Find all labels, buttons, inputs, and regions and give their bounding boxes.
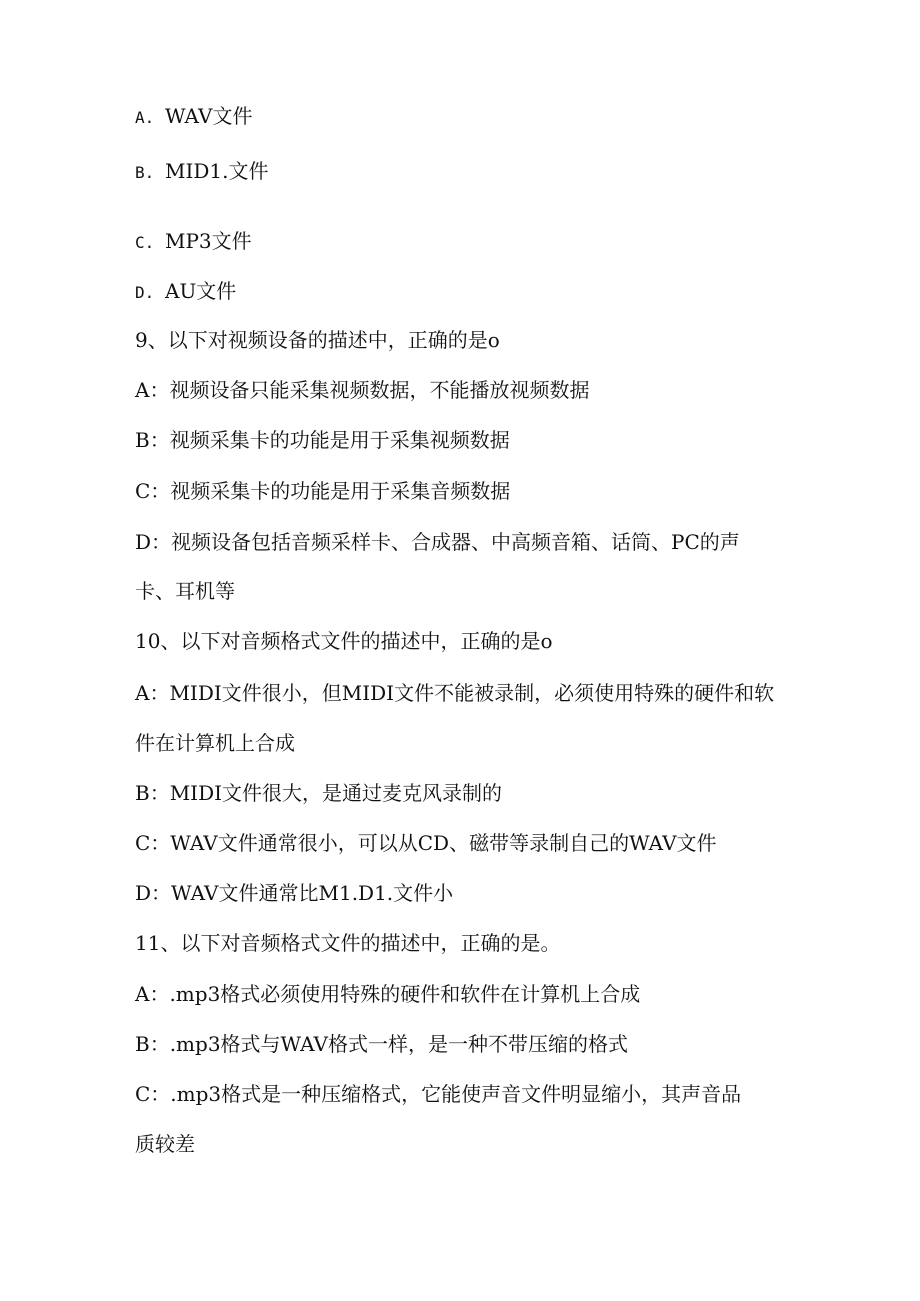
question-9-stem: 9、以下对视频设备的描述中，正确的是o xyxy=(135,328,500,352)
option-letter: B. xyxy=(135,163,155,182)
question-10-option-d: D：WAV文件通常比M1.D1.文件小 xyxy=(135,881,454,905)
question-10-option-a-continued: 件在计算机上合成 xyxy=(135,731,295,755)
option-letter: A. xyxy=(135,108,155,127)
question-11-option-b: B：.mp3格式与WAV格式一样，是一种不带压缩的格式 xyxy=(135,1032,628,1056)
question-10-option-b: B：MIDI文件很大，是通过麦克风录制的 xyxy=(135,781,503,805)
prev-option-a xyxy=(135,104,252,130)
question-11-stem: 11、以下对音频格式文件的描述中，正确的是。 xyxy=(135,931,561,955)
prev-option-b xyxy=(135,159,269,185)
prev-option-c xyxy=(135,229,252,255)
question-11-option-c: C：.mp3格式是一种压缩格式，它能使声音文件明显缩小，其声音品 xyxy=(135,1082,742,1106)
option-letter: C. xyxy=(135,233,155,252)
question-9-option-c: C：视频采集卡的功能是用于采集音频数据 xyxy=(135,479,511,503)
option-text: MID1.文件 xyxy=(165,159,269,183)
prev-option-d xyxy=(135,279,236,305)
question-11-option-c-continued: 质较差 xyxy=(135,1132,195,1156)
question-11-option-a: A：.mp3格式必须使用特殊的硬件和软件在计算机上合成 xyxy=(135,982,641,1006)
question-9-option-d-continued: 卡、耳机等 xyxy=(135,579,235,603)
option-text: MP3文件 xyxy=(165,229,252,253)
question-9-option-d: D：视频设备包括音频采样卡、合成器、中高频音箱、话筒、PC的声 xyxy=(135,530,740,554)
option-text: AU文件 xyxy=(165,279,237,303)
question-10-option-a: A：MIDI文件很小，但MIDI文件不能被录制，必须使用特殊的硬件和软 xyxy=(135,681,775,705)
option-text: WAV文件 xyxy=(165,104,253,128)
question-10-stem: 10、以下对音频格式文件的描述中，正确的是o xyxy=(135,629,553,653)
question-9-option-a: A：视频设备只能采集视频数据，不能播放视频数据 xyxy=(135,378,590,402)
question-9-option-b: B：视频采集卡的功能是用于采集视频数据 xyxy=(135,428,510,452)
question-10-option-c: C：WAV文件通常很小，可以从CD、磁带等录制自己的WAV文件 xyxy=(135,831,717,855)
option-letter: D. xyxy=(135,283,155,302)
